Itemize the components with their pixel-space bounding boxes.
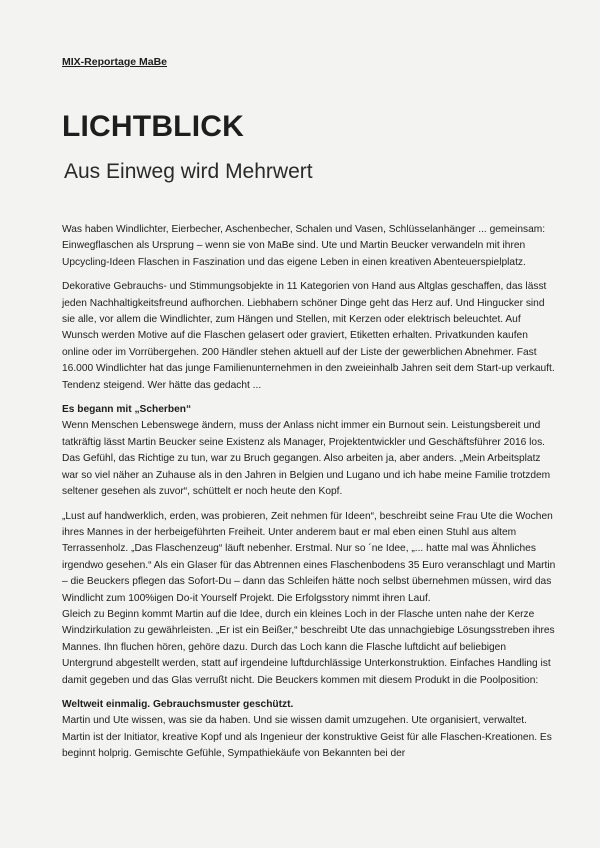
paragraph-roles: Martin und Ute wissen, was sie da haben. Und sie wissen damit umzugehen. Ute organisiert, verwaltet. Martin ist der Initiator, kreative Kopf und als Ingenieur der konstruktive Geist für alle Flaschen-Kreationen. Es beginnt holprig. Gemischte Gefühle, Sympathiekäufe von Bekannten bei der — [62, 715, 552, 760]
section-kicker: MIX-Reportage MaBe — [62, 56, 168, 68]
article-subtitle: Aus Einweg wird Mehrwert — [64, 160, 313, 183]
subheading-unique: Weltweit einmalig. Gebrauchsmuster geschützt. — [62, 698, 294, 710]
paragraph-career-change: Wenn Menschen Lebenswege ändern, muss der Anlass nicht immer ein Burnout sein. Leistungsbereit und tatkräftig lässt Martin Beucker seine Existenz als Manager, Projektentwickler und Geschäftsführer 2016 los. Das Gefühl, das Richtige zu tun, war zu Bruch gegangen. Also arbeiten ja, aber anders. „Mein Arbeitsplatz war so viel näher an Zuhause als in den Jahren in Belgien und Lugano und ich habe meine Familie trotzdem seltener gesehen als zuvor“, schüttelt er noch heute den Kopf. — [62, 420, 551, 498]
paragraph-intro: Was haben Windlichter, Eierbecher, Aschenbecher, Schalen und Vasen, Schlüsselanhänger ... gemeinsam: Einwegflaschen als Ursprung – wenn sie von MaBe sind. Ute und Martin Beucker verwandeln mit ihren Upcycling-Ideen Flaschen in Faszination und das eigene Leben in einen kreativen Abenteuerspielplatz. — [62, 224, 546, 268]
paragraph-windlicht-idea: Gleich zu Beginn kommt Martin auf die Idee, durch ein kleines Loch in der Flasche unten nahe der Kerze Windzirkulation zu gewährleisten. „Er ist ein Beißer,“ beschreibt Ute das unnachgiebige Lösungsstreben ihres Mannes. Ihn fluchen hören, gehöre dazu. Durch das Loch kann die Flasche luftdicht auf beliebigen Untergrund abgestellt werden, statt auf irgendeine luftdurchlässige Unterkonstruktion. Einfaches Handling ist damit gegeben und das Glas verrußt nicht. Die Beuckers kommen mit diesem Produkt in die Poolposition: — [62, 608, 555, 686]
paragraph-products: Dekorative Gebrauchs- und Stimmungsobjekte in 11 Kategorien von Hand aus Altglas geschaffen, das lässt jeden Nachhaltigkeitsfreund aufhorchen. Liebhabern schöner Dinge geht das Herz auf. Und Hingucker sind sie alle, vor allem die Windlichter, zum Hängen und Stellen, mit Kerzen oder elektrisch beleuchtet. Auf Wunsch werden Motive auf die Flaschen gelasert oder graviert, Etiketten erhalten. Privatkunden kaufen online oder im Vorrübergehen. 200 Händler stehen aktuell auf der Liste der gewerblichen Abnehmer. Fast 16.000 Windlichter hat das junge Familienunternehmen in den zweieinhalb Jahren seit dem Start-up verkauft. Tendenz steigend. Wer hätte das gedacht ... — [62, 281, 555, 391]
article-body — [62, 222, 556, 763]
article-title: LICHTBLICK — [62, 110, 244, 143]
subheading-scherben: Es begann mit „Scherben“ — [62, 404, 192, 416]
paragraph-freedom: „Lust auf handwerklich, erden, was probieren, Zeit nehmen für Ideen“, beschreibt seine Frau Ute die Wochen ihres Mannes in der herbeigeführten Freiheit. Unter anderem baut er mal eben einen Stuhl aus altem Terrassenholz. „Das Flaschenzeug“ läuft nebenher. Erstmal. Nur so ´ne Idee, „... hatte mal was Ähnliches irgendwo gesehen.“ Als ein Glaser für das Abtrennen eines Flaschenbodens 35 Euro veranschlagt und Martin – die Beuckers pflegen das Sofort-Du – dann das Schleifen hätte noch selbst übernehmen müssen, wird das Windlicht zum 100%igen Do-it Yourself Projekt. Die Erfolgsstory nimmt ihren Lauf. — [62, 510, 556, 604]
